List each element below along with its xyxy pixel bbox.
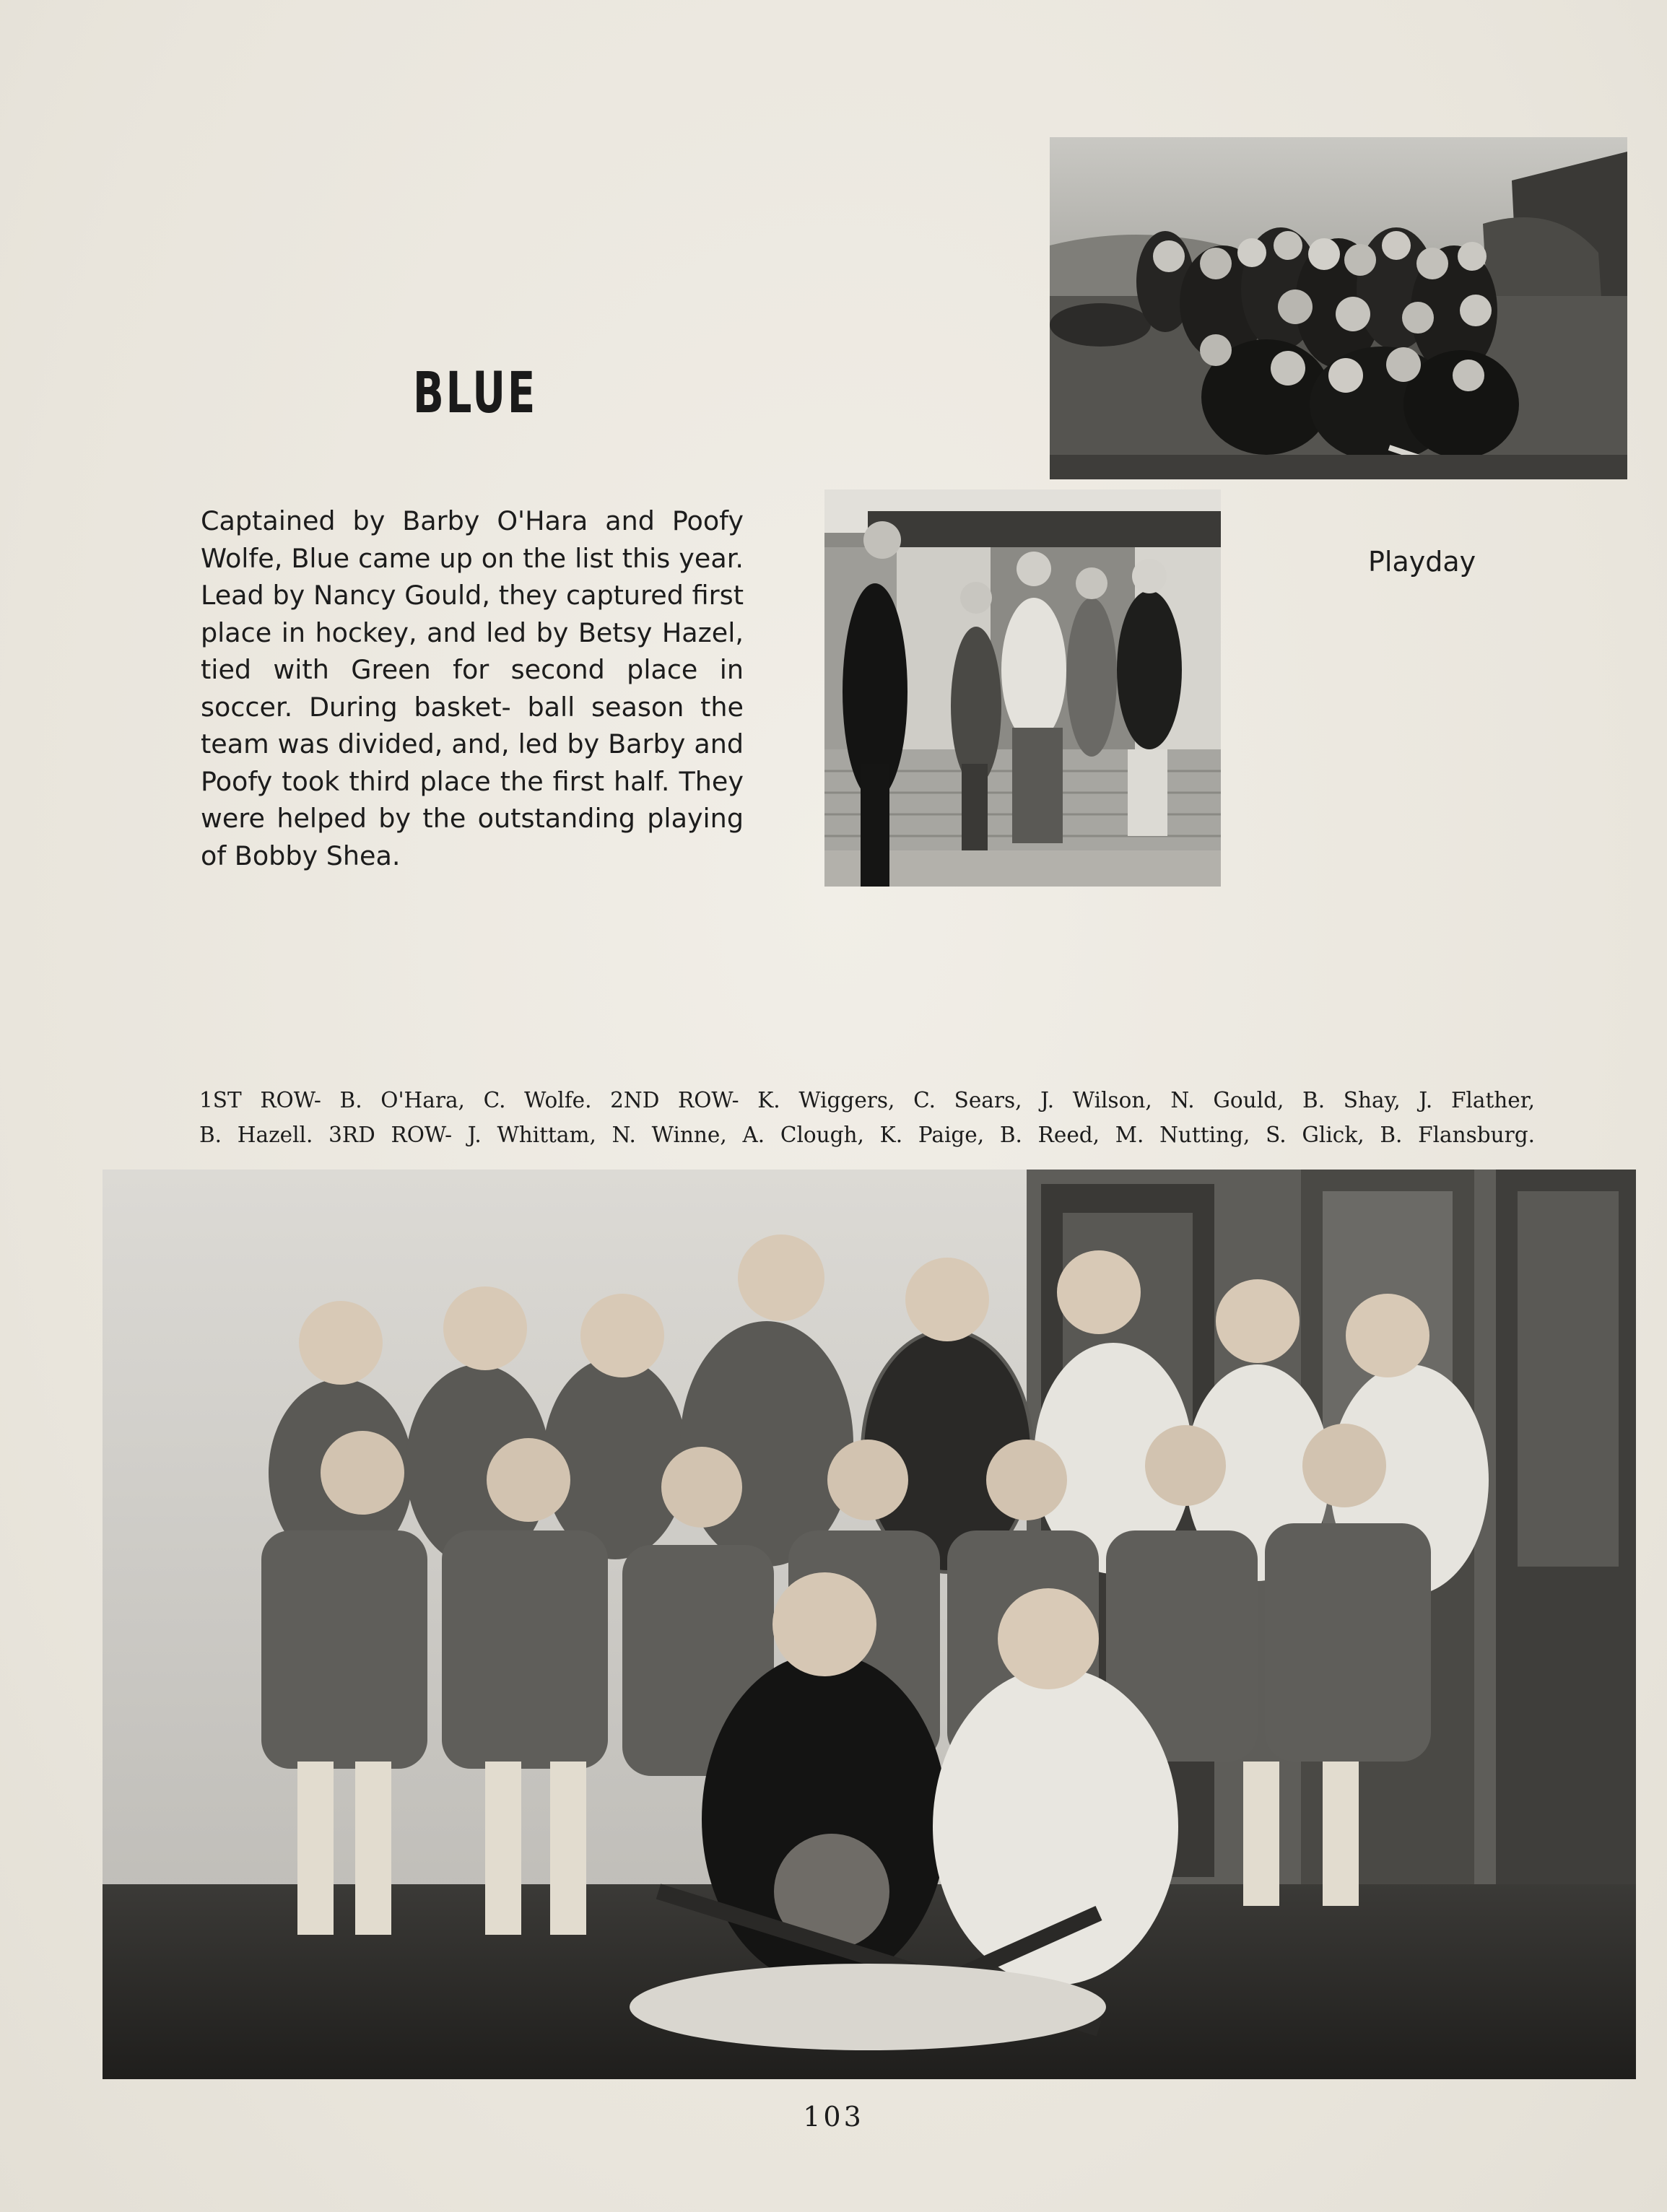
booth-photo: [824, 489, 1221, 887]
intro-line: ball season the team was divided, and,: [201, 691, 744, 759]
intro-line: outstanding playing of Bobby Shea.: [201, 803, 744, 871]
intro-line: Captained by Barby O'Hara and: [201, 505, 655, 536]
intro-line: by Betsy Hazel, tied with Green for: [201, 617, 744, 685]
roster-line: 1ST ROW- B. O'Hara, C. Wolfe. 2ND ROW- K. Wiggers, C. Sears, J. Wilson, N. Gould, B. Shay, J. Flather,: [199, 1088, 1535, 1112]
intro-paragraph: [201, 502, 744, 874]
intro-line: this year. Lead by Nancy Gould, they: [201, 542, 744, 611]
playday-photo: [1050, 137, 1627, 479]
intro-line: second place in soccer. During basket-: [201, 654, 744, 723]
intro-line: Poofy Wolfe, Blue came up on the list: [201, 505, 744, 574]
roster-caption: [199, 1083, 1535, 1152]
intro-line: the first half. They were helped by the: [201, 765, 744, 834]
roster-line: B. Hazell. 3RD ROW- J. Whittam, N. Winne, A. Clough, K. Paige, B. Reed, M. Nutting, S. Glick, B. Flansburg.: [199, 1123, 1535, 1147]
page-number: 103: [803, 2101, 864, 2133]
team-photo: [103, 1170, 1636, 2079]
intro-line: led by Barby and Poofy took third place: [201, 728, 744, 797]
playday-caption: Playday: [1368, 546, 1476, 578]
intro-line: captured first place in hockey, and led: [201, 580, 744, 648]
section-heading: BLUE: [413, 361, 538, 426]
